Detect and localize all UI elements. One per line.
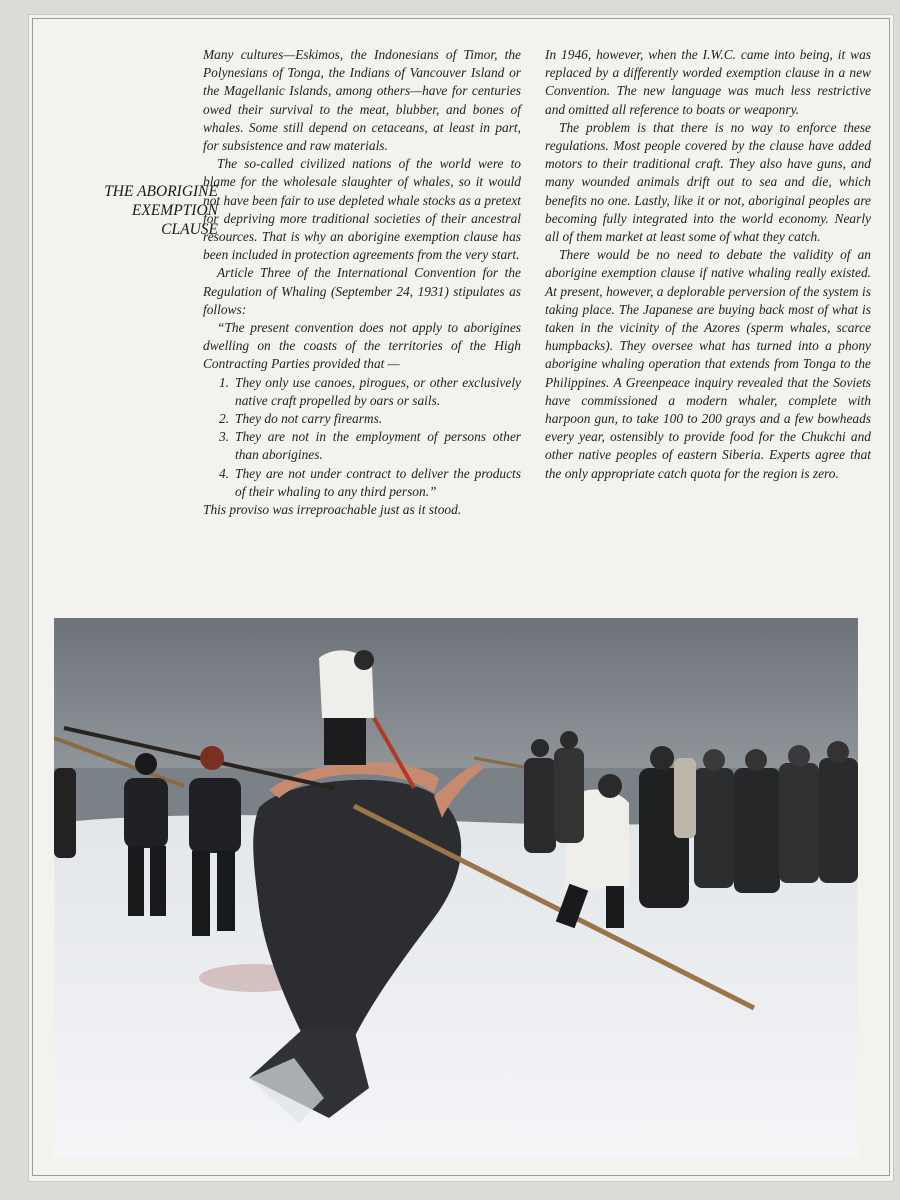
paragraph-enforcement: The problem is that there is no way to enforce these regulations. Most people covered by the clause have added motors to their traditional craft. They also have guns, and many wounded animals drift out to sea and die, which benefits no one. Lastly, like it or not, aboriginal peoples are becoming fully integrated into the world economy. Nearly all of them market at least some of what they catch. [545, 119, 871, 245]
list-text: They only use canoes, pirogues, or other exclusively native craft propelled by oars or sails. [235, 374, 521, 408]
section-heading [68, 182, 218, 239]
list-item [219, 410, 521, 428]
heading-line-3: CLAUSE [161, 221, 218, 238]
list-number: 1. [219, 374, 230, 390]
paragraph-native-whaling: There would be no need to debate the validity of an aborigine exemption clause if native whaling really existed. At present, however, a deplorable perversion of the system is taking place. The Japanese are buying back most of what is taken in the vicinity of the Azores (sperm whales, scarce humpbacks). They oversee what has turned into a phony aborigine whaling operation that extends from Tonga to the Philippines. A Greenpeace inquiry revealed that the Soviets have commissioned a modern whaler, complete with harpoon gun, to take 100 to 200 grays and a few bowheads every year, ostensibly to provide food for the Chukchi and other native peoples of eastern Siberia. Experts agree that the only appropriate catch quota for the region is zero. [545, 247, 871, 481]
list-number: 2. [219, 411, 230, 427]
photo-illustration [54, 618, 858, 1158]
paragraph-civilized-nations: The so-called civilized nations of the world were to blame for the wholesale slaughter of whales, so it would not have been fair to use depleted whale stocks as a pretext for depriving more traditional societies of their ancestral resources. That is why an aborigine exemption clause has been included in protection agreements from the very start. [203, 156, 521, 263]
list-number: 4. [219, 465, 230, 481]
left-text-column [203, 46, 521, 519]
list-text: They are not under contract to deliver the products of their whaling to any third person.” [235, 465, 521, 499]
person-on-whale [319, 650, 374, 765]
list-item [219, 428, 521, 464]
list-item [219, 465, 521, 501]
heading-line-2: EXEMPTION [131, 202, 218, 219]
paragraph-proviso: This proviso was irreproachable just as it stood. [203, 502, 462, 518]
heading-line-1: THE ABORIGINE [104, 183, 218, 200]
list-number: 3. [219, 429, 230, 445]
whaling-photograph [54, 618, 858, 1158]
list-item [219, 374, 521, 410]
paragraph-article-three: Article Three of the International Convention for the Regulation of Whaling (September 24, 1931) stipulates as follows: [203, 265, 521, 317]
right-text-column [545, 46, 871, 483]
paragraph-cultures: Many cultures—Eskimos, the Indonesians of Timor, the Polynesians of Tonga, the Indians of Vancouver Island or the Magellanic Islands, among others—have for centuries owed their survival to the meat, blubber, and bones of whales. Some still depend on cetaceans, at least in part, for subsistence and raw materials. [203, 47, 521, 154]
list-text: They do not carry firearms. [235, 411, 383, 427]
paragraph-iwc-1946: In 1946, however, when the I.W.C. came into being, it was replaced by a differently worded exemption clause in a new Convention. The new language was much less restrictive and omitted all reference to boats or weaponry. [545, 47, 871, 117]
conditions-list [203, 374, 521, 501]
book-page [28, 14, 894, 1182]
convention-quote: “The present convention does not apply to aborigines dwelling on the coasts of the territories of the High Contracting Parties provided that — [203, 320, 521, 372]
list-text: They are not in the employment of persons other than aborigines. [235, 429, 521, 463]
